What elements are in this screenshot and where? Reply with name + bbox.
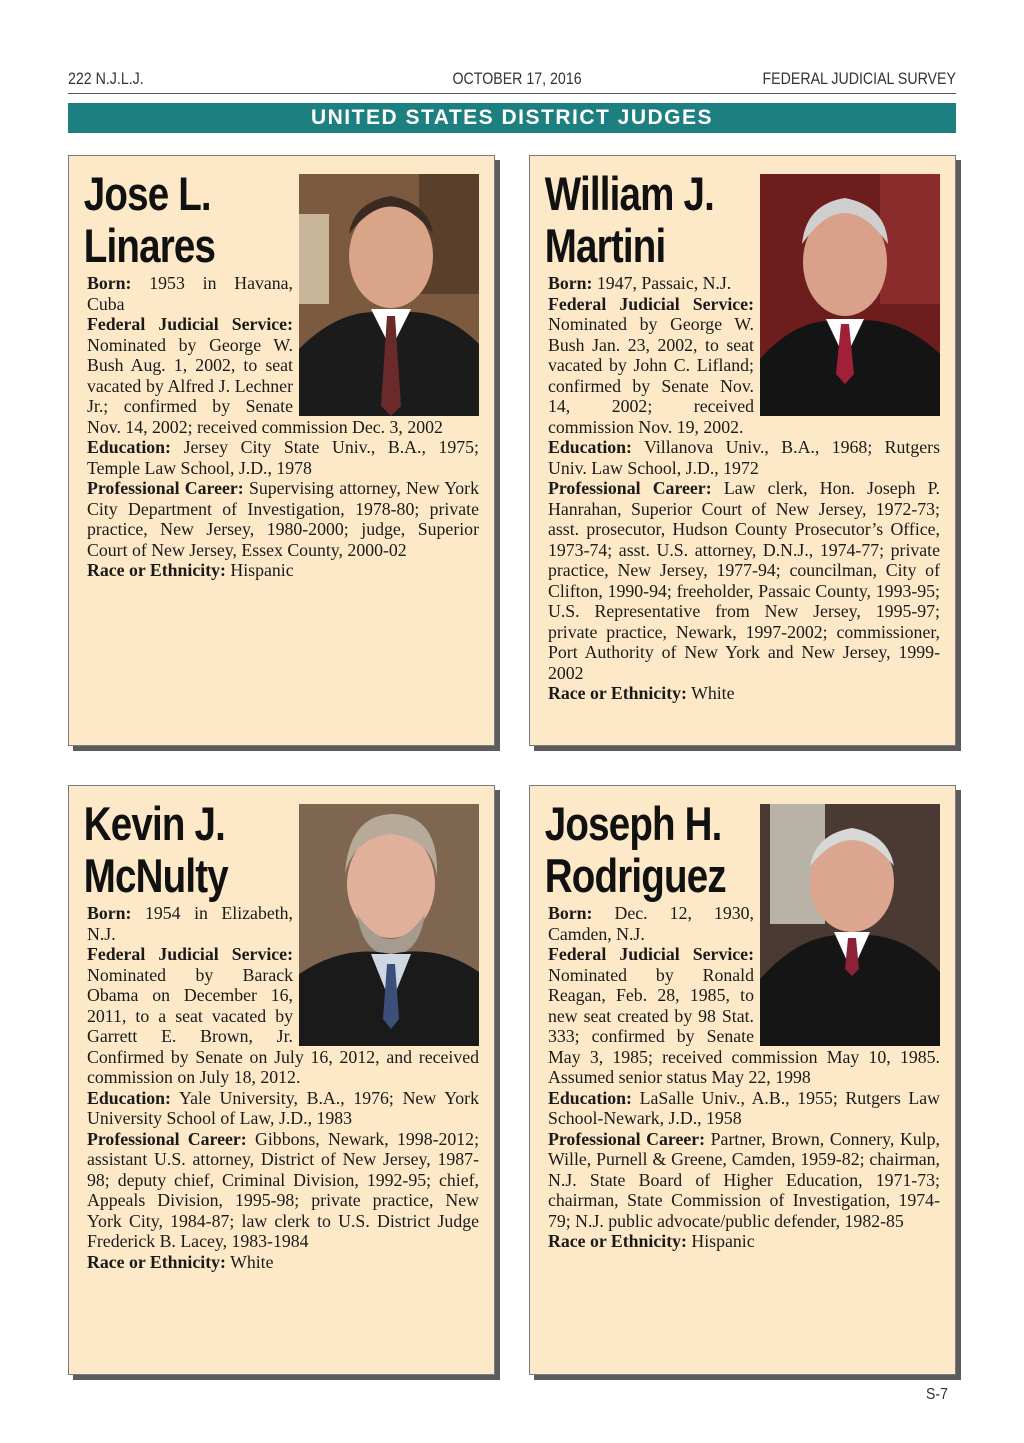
career-entry: Professional Career: Law clerk, Hon. Joseph P. Hanrahan, Superior Court of New Jersey, 1972-73; asst. prosecutor, Hudson County Prosecutor’s Office, 1973-74; asst. U.S. attorney, D.N.J., 1974-77; private practice, New Jersey, 1977-94; councilman, City of Clifton, 1990-94; freeholder, Passaic County, 1993-95; U.S. Representative from New Jersey, 1995-97; private practice, Newark, 1997-2002; commissioner, Port Authority of New York and New Jersey, 1999-2002 [548,478,940,683]
service-entry: Federal Judicial Service: Nominated by George W. Bush Jan. 23, 2002, to seat vacated by John C. Lifland; confirmed by Senate Nov. 14, 2002; received commission Nov. 19, 2002. [548,293,754,437]
born-entry: Born: 1953 in Havana, Cuba [87,273,294,314]
page-number: S-7 [926,1386,948,1403]
race-entry: Race or Ethnicity: White [548,683,735,703]
section-title: FEDERAL JUDICIAL SURVEY [762,70,956,88]
judge-card-linares [68,155,495,746]
section-banner: UNITED STATES DISTRICT JUDGES [68,103,956,133]
born-entry: Born: 1947, Passaic, N.J. [548,273,732,293]
education-entry: Education: Villanova Univ., B.A., 1968; Rutgers Univ. Law School, J.D., 1972 [548,437,941,478]
service-entry: Federal Judicial Service: Nominated by Ronald Reagan, Feb. 28, 1985, to new seat created by 98 Stat. 333; confirmed by Senate May 3, 1985; received commission May 10, 1985. Assumed senior status May 22, 1998 [548,944,940,1087]
born-entry: Born: Dec. 12, 1930, Camden, N.J. [548,903,754,944]
career-entry: Professional Career: Partner, Brown, Connery, Kulp, Wille, Purnell & Greene, Camden, 1959-82; chairman, N.J. State Board of Higher Education, 1971-73; chairman, State Commission of Investigation, 1974-79; N.J. public advocate/public defender, 1982-85 [548,1128,940,1231]
service-entry: Federal Judicial Service: Nominated by George W. Bush Aug. 1, 2002, to seat vacated by Alfred J. Lechner Jr.; confirmed by Senate Nov. 14, 2002; received commission Dec. 3, 2002 [87,314,443,437]
race-entry: Race or Ethnicity: Hispanic [87,560,294,580]
judge-name: Joseph H. Rodriguez [544,797,726,902]
born-entry: Born: 1954 in Elizabeth, N.J. [87,903,293,944]
career-entry: Professional Career: Supervising attorney, New York City Department of Investigation, 1978-80; private practice, New Jersey, 1980-2000; judge, Superior Court of New Jersey, Essex County, 2000-02 [87,478,479,560]
race-entry: Race or Ethnicity: Hispanic [548,1231,755,1251]
issue-date: OCTOBER 17, 2016 [452,70,582,88]
judge-card-martini [529,155,956,746]
service-entry: Federal Judicial Service: Nominated by Barack Obama on December 16, 2011, to a seat vacated by Garrett E. Brown, Jr. Confirmed by Senate on July 16, 2012, and received commission on July 18, 2012. [87,944,479,1087]
running-head [68,70,956,94]
career-entry: Professional Career: Gibbons, Newark, 1998-2012; assistant U.S. attorney, District of New Jersey, 1987-98; deputy chief, Criminal Division, 1992-95; chief, Appeals Division, 1995-98; private practice, New York City, 1984-87; law clerk to U.S. District Judge Frederick B. Lacey, 1983-1984 [87,1128,480,1251]
education-entry: Education: Yale University, B.A., 1976; New York University School of Law, J.D., 1983 [87,1087,479,1128]
journal-issue: 222 N.J.L.J. [68,70,144,88]
race-entry: Race or Ethnicity: White [87,1251,274,1272]
judge-card-rodriguez [529,785,956,1375]
judge-name: Kevin J. McNulty [83,797,228,902]
judge-name: Jose L. Linares [83,167,216,272]
education-entry: Education: LaSalle Univ., A.B., 1955; Rutgers Law School-Newark, J.D., 1958 [548,1087,940,1128]
education-entry: Education: Jersey City State Univ., B.A., 1975; Temple Law School, J.D., 1978 [87,437,479,478]
judge-card-mcnulty [68,785,495,1375]
judge-name: William J. Martini [544,167,714,272]
